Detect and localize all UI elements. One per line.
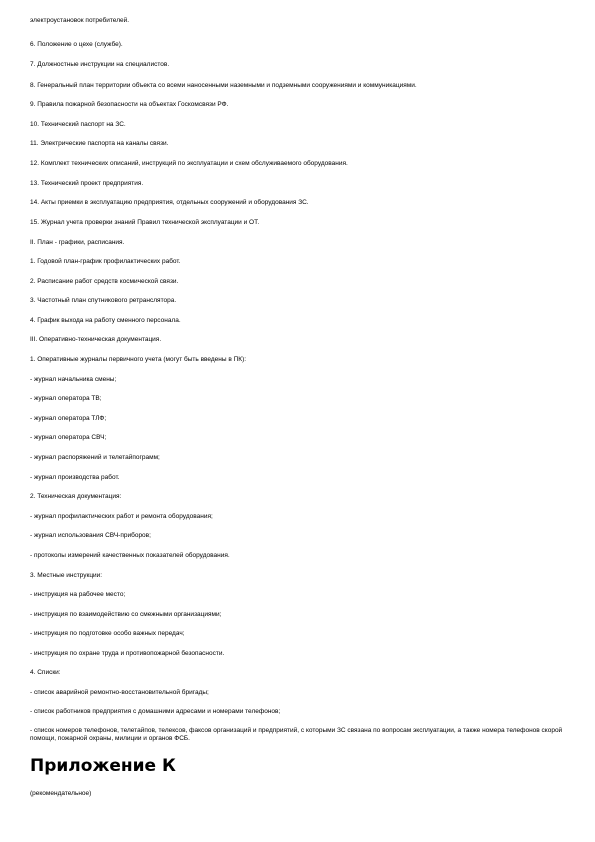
list-item: - список работников предприятия с домашними адресами и номерами телефонов; [30, 708, 281, 715]
text-line: 6. Положение о цехе (службе). [30, 41, 123, 48]
text-line: 4. График выхода на работу сменного персонала. [30, 317, 181, 324]
section-heading: III. Оперативно-техническая документация. [30, 336, 162, 343]
list-item: - список номеров телефонов, телетайпов, телексов, факсов организаций и предприятий, с которыми ЗС связана по вопросам эксплуатации, а также номера телефонов скорой помощи, пожарной охраны, милиции и органов ФСБ. [30, 727, 563, 742]
text-line: 2. Расписание работ средств космической связи. [30, 278, 179, 285]
appendix-heading: Приложение К [30, 756, 176, 776]
text-line: 8. Генеральный план территории объекта со всеми наносенными наземными и подземными сооружениями и коммуникациями. [30, 82, 417, 89]
list-item: - журнал распоряжений и телетайпограмм; [30, 454, 160, 461]
text-line: 3. Частотный план спутникового ретранслятора. [30, 297, 177, 304]
text-line: 7. Должностные инструкции на специалистов. [30, 61, 170, 68]
list-item: - журнал начальника смены; [30, 376, 117, 383]
section-heading: II. План - графики, расписания. [30, 239, 125, 246]
text-line: 13. Технический проект предприятия. [30, 180, 144, 187]
text-line: 1. Оперативные журналы первичного учета (могут быть введены в ПК): [30, 356, 247, 363]
text-line: 2. Техническая документация: [30, 493, 122, 500]
list-item: - протоколы измерений качественных показателей оборудования. [30, 552, 230, 559]
text-line: 9. Правила пожарной безопасности на объектах Госкомсвязи РФ. [30, 101, 229, 108]
text-line: 14. Акты приемки в эксплуатацию предприятия, отдельных сооружений и оборудования ЗС. [30, 199, 309, 206]
text-line: 1. Годовой план-график профилактических работ. [30, 258, 181, 265]
text-line: 10. Технический паспорт на ЗС. [30, 121, 126, 128]
text-line: 4. Списки: [30, 669, 61, 676]
list-item: - журнал профилактических работ и ремонта оборудования; [30, 513, 213, 520]
list-item: - журнал производства работ. [30, 474, 120, 481]
text-line: электроустановок потребителей. [30, 17, 130, 24]
list-item: - инструкция по подготовке особо важных передач; [30, 630, 185, 637]
list-item: - журнал оператора ТЛФ; [30, 415, 107, 422]
text-line: 15. Журнал учета проверки знаний Правил технической эксплуатации и ОТ. [30, 219, 260, 226]
text-line: 11. Электрические паспорта на каналы связи. [30, 140, 169, 147]
list-item: - журнал оператора СВЧ; [30, 434, 107, 441]
list-item: - список аварийной ремонтно-восстановительной бригады; [30, 689, 209, 696]
text-line: 12. Комплект технических описаний, инструкций по эксплуатации и схем обслуживаемого оборудования. [30, 160, 348, 167]
appendix-note: (рекомендательное) [30, 790, 92, 797]
list-item: - журнал оператора ТВ; [30, 395, 102, 402]
list-item: - инструкция по взаимодействию со смежными организациями; [30, 611, 222, 618]
text-line: 3. Местные инструкции: [30, 572, 103, 579]
list-item: - инструкция по охране труда и противопожарной безопасности. [30, 650, 225, 657]
list-item: - инструкция на рабочее место; [30, 591, 126, 598]
list-item: - журнал использования СВЧ-приборов; [30, 532, 151, 539]
